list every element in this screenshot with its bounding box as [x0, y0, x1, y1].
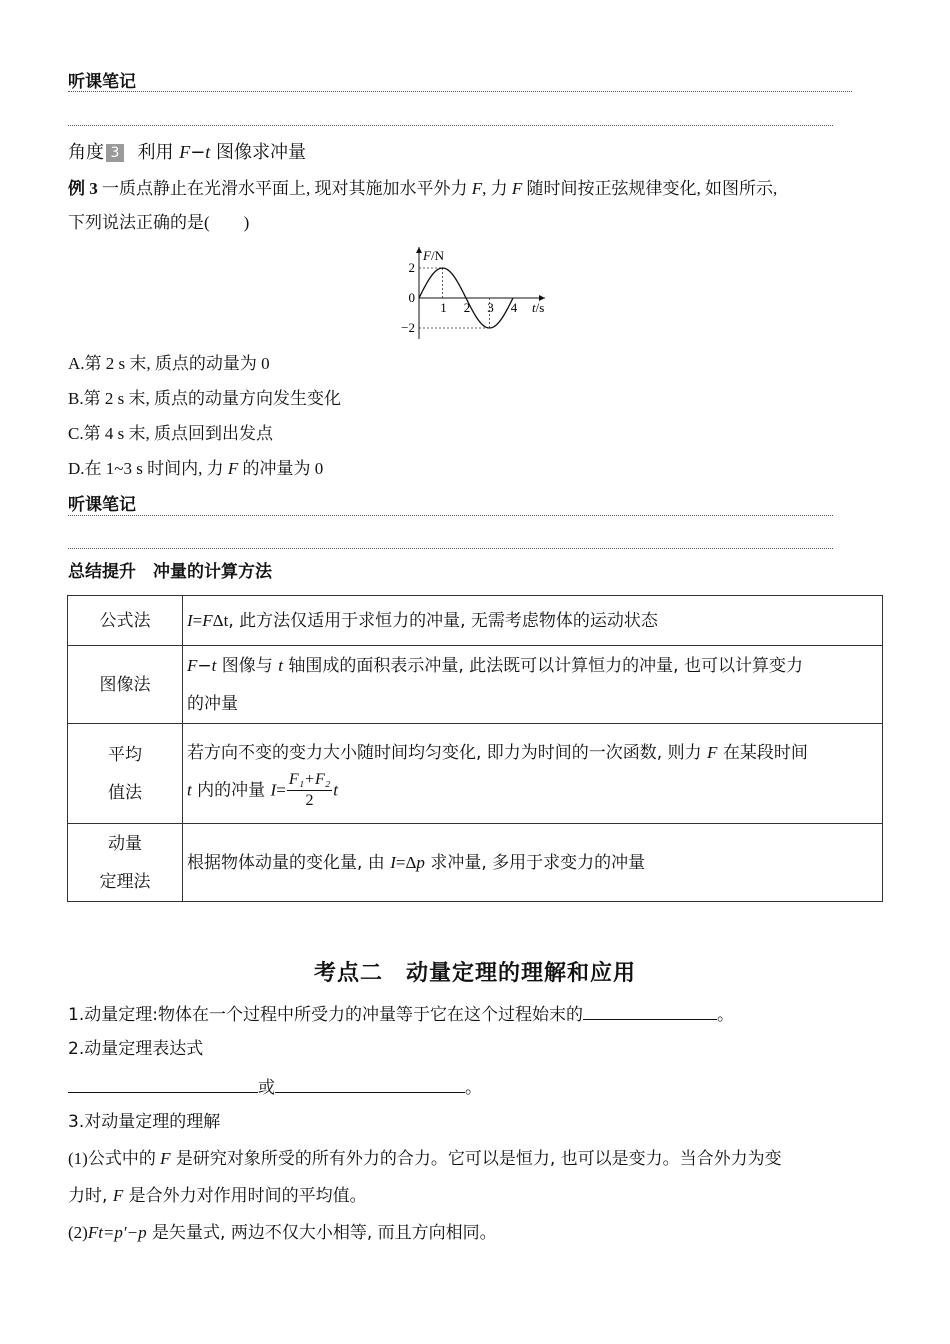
- note-line: [68, 548, 833, 549]
- notes-label: 听课笔记: [68, 495, 136, 515]
- average-force-fraction: $\frac{\text{F₁+F₂}}{2}$: [288, 771, 331, 809]
- x-tick-label: 4: [510, 300, 518, 315]
- method-name: 动量 定理法: [68, 824, 183, 902]
- y-tick-label: −2: [401, 320, 415, 335]
- notes-label: 听课笔记: [68, 72, 136, 92]
- option-b[interactable]: B.第 2 s 末, 质点的动量方向发生变化: [68, 389, 341, 408]
- note-line: [68, 91, 852, 92]
- y-tick-label: 2: [408, 260, 415, 275]
- method-name: 平均 值法: [68, 724, 183, 824]
- method-desc: 根据物体动量的变化量, 由 I=Δp 求冲量, 多用于求变力的冲量: [183, 824, 883, 902]
- x-tick-label: 1: [440, 300, 447, 315]
- fill-blank[interactable]: [275, 1074, 465, 1093]
- method-desc: I=FΔt, 此方法仅适用于求恒力的冲量, 无需考虑物体的运动状态: [183, 596, 883, 646]
- method-desc: 若方向不变的变力大小随时间均匀变化, 即力为时间的一次函数, 则力 F 在某段时间 t 内的冲量 I= $\frac{\text{F₁+F₂}}{2}$ t: [183, 724, 883, 824]
- y-axis-label: F/N: [423, 248, 444, 263]
- angle-number-badge: 3: [106, 144, 124, 162]
- angle-heading: 角度 3 利用 F−t 图像求冲量: [68, 142, 307, 163]
- note-line: [68, 515, 833, 516]
- x-tick-label: 2: [463, 300, 471, 315]
- para-3: 3.对动量定理的理解: [68, 1112, 221, 1132]
- example-line-2: 下列说法正确的是( ): [68, 213, 250, 232]
- note-line: [68, 125, 833, 126]
- table-row: [68, 596, 883, 646]
- x-axis-label: t/s: [532, 300, 545, 315]
- method-desc: F−t 图像与 t 轴围成的面积表示冲量, 此法既可以计算恒力的冲量, 也可以计算变力 的冲量: [183, 646, 883, 724]
- para-5: 力时, F 是合外力对作用时间的平均值。: [68, 1186, 367, 1206]
- summary-title: 总结提升 冲量的计算方法: [68, 562, 272, 582]
- ft-sine-chart: [395, 243, 560, 343]
- option-a[interactable]: A.第 2 s 末, 质点的动量为 0: [68, 354, 270, 373]
- option-d[interactable]: D.在 1~3 s 时间内, 力 F 的冲量为 0: [68, 459, 324, 478]
- example-line-1: 例 3 一质点静止在光滑水平面上, 现对其施加水平外力 F, 力 F 随时间按正弦规律变化, 如图所示,: [68, 179, 778, 198]
- para-1: 1.动量定理:物体在一个过程中所受力的冲量等于它在这个过程始末的 。: [68, 1001, 734, 1027]
- fill-blank[interactable]: [583, 1001, 717, 1020]
- table-row: [68, 824, 883, 902]
- table-row: [68, 646, 883, 724]
- table-row: [68, 724, 883, 824]
- option-c[interactable]: C.第 4 s 末, 质点回到出发点: [68, 424, 273, 443]
- para-2-blanks: 或 。: [68, 1074, 482, 1100]
- method-name: 公式法: [68, 596, 183, 646]
- para-4: (1)公式中的 F 是研究对象所受的所有外力的合力。它可以是恒力, 也可以是变力。当合外力为变: [68, 1149, 782, 1169]
- fill-blank[interactable]: [68, 1074, 258, 1093]
- para-6: (2)Ft=p′−p 是矢量式, 两边不仅大小相等, 而且方向相同。: [68, 1223, 497, 1243]
- impulse-methods-table: [67, 595, 883, 902]
- para-2: 2.动量定理表达式: [68, 1039, 204, 1059]
- x-tick-label: 3: [487, 300, 494, 315]
- section-title: 考点二 动量定理的理解和应用: [313, 961, 636, 986]
- y-tick-label: 0: [408, 290, 415, 305]
- method-name: 图像法: [68, 646, 183, 724]
